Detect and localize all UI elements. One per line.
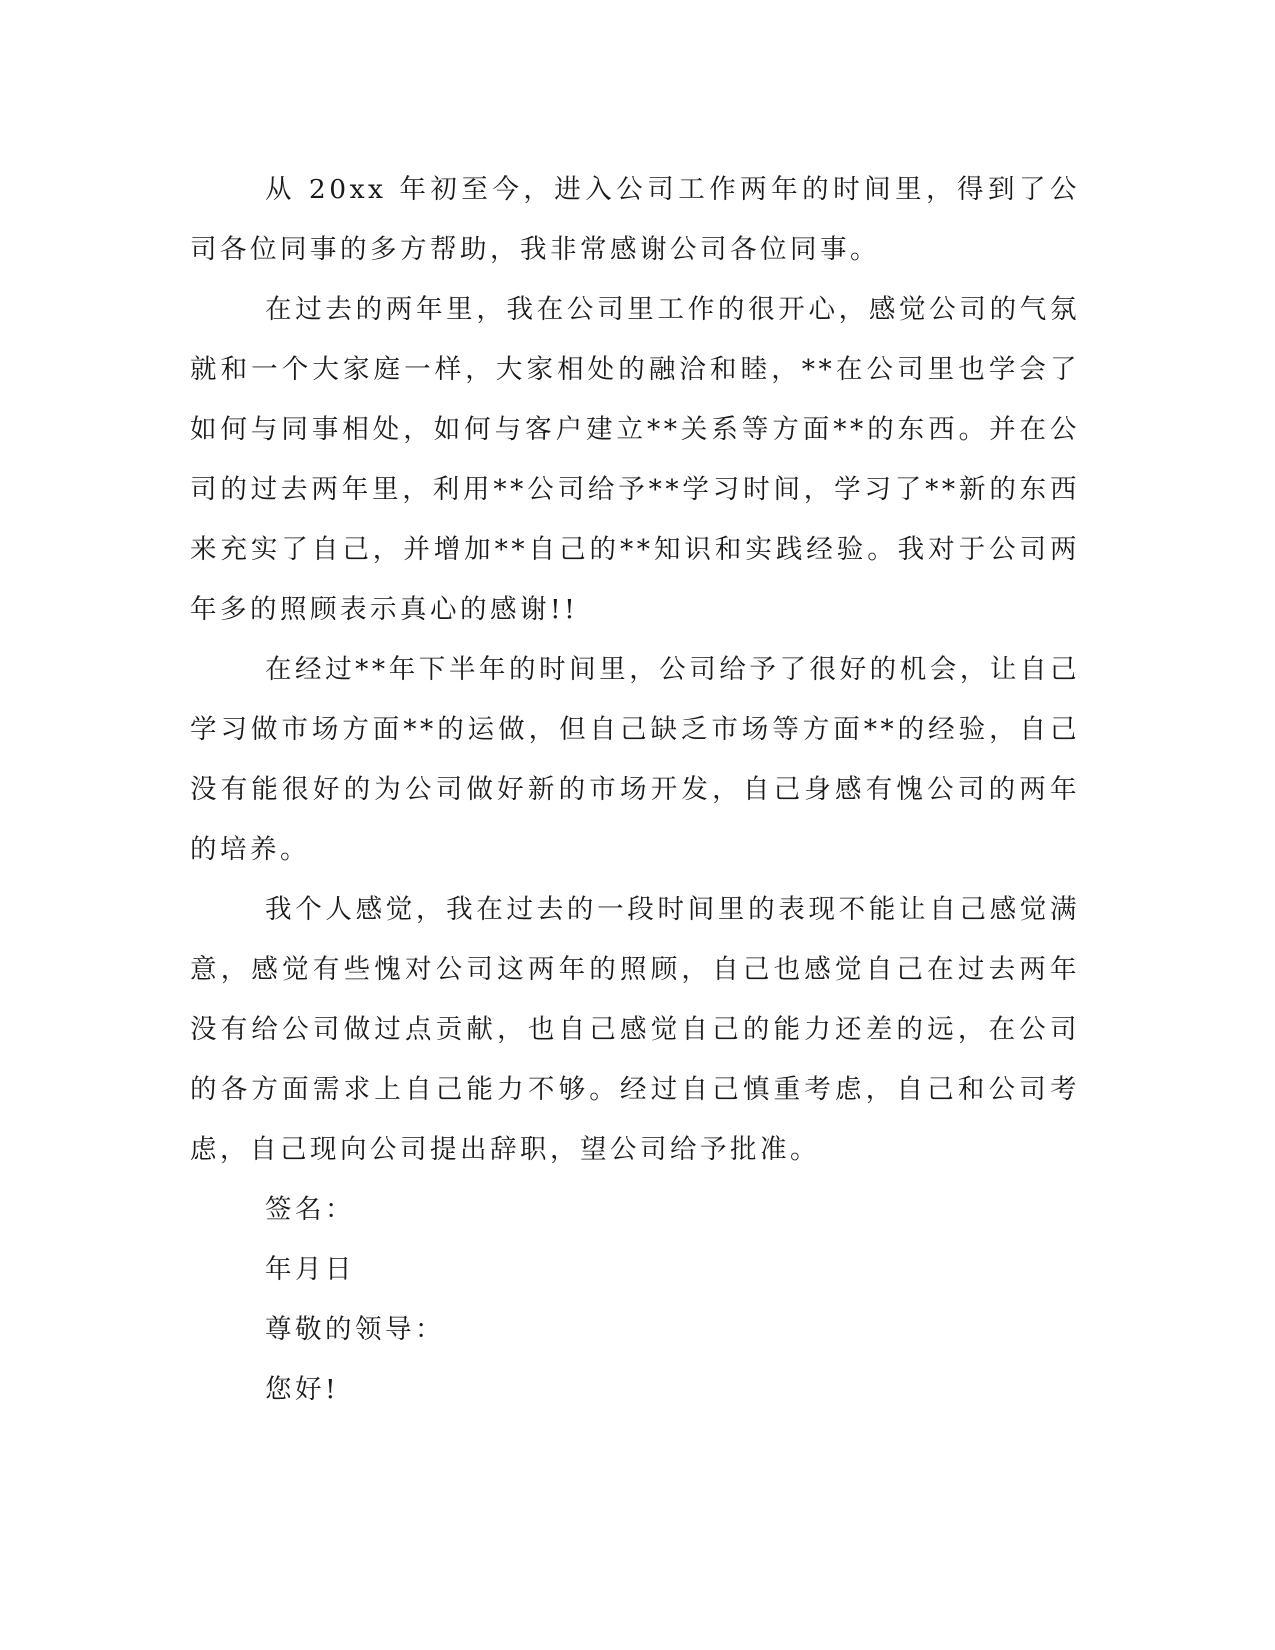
signature-label: 签名： [265,1194,355,1225]
paragraph-resignation-request: 我个人感觉，我在过去的一段时间里的表现不能让自己感觉满意，感觉有些愧对公司这两年的照顾，自己也感觉自己在过去两年没有给公司做过点贡献，也自己感觉自己的能力还差的远，在公司的各方面需求上自己能力不够。经过自己慎重考虑，自己和公司考虑，自己现向公司提出辞职，望公司给予批准。 [190,894,1080,1165]
paragraph-market-experience: 在经过**年下半年的时间里，公司给予了很好的机会，让自己学习做市场方面**的运做，但自己缺乏市场等方面**的经验，自己没有能很好的为公司做好新的市场开发，自己身感有愧公司的两年的培养。 [190,654,1080,865]
date-label: 年月日 [265,1254,355,1285]
paragraph-gratitude-intro: 从 20xx 年初至今，进入公司工作两年的时间里，得到了公司各位同事的多方帮助，我非常感谢公司各位同事。 [190,174,1080,265]
salutation: 尊敬的领导： [265,1314,445,1345]
greeting: 您好! [265,1374,340,1405]
document-body [190,160,1080,1420]
paragraph-past-two-years: 在过去的两年里，我在公司里工作的很开心，感觉公司的气氛就和一个大家庭一样，大家相处的融洽和睦，**在公司里也学会了如何与同事相处，如何与客户建立**关系等方面**的东西。并在公司的过去两年里，利用**公司给予**学习时间，学习了**新的东西来充实了自己，并增加**自己的**知识和实践经验。我对于公司两年多的照顾表示真心的感谢!! [190,294,1080,625]
